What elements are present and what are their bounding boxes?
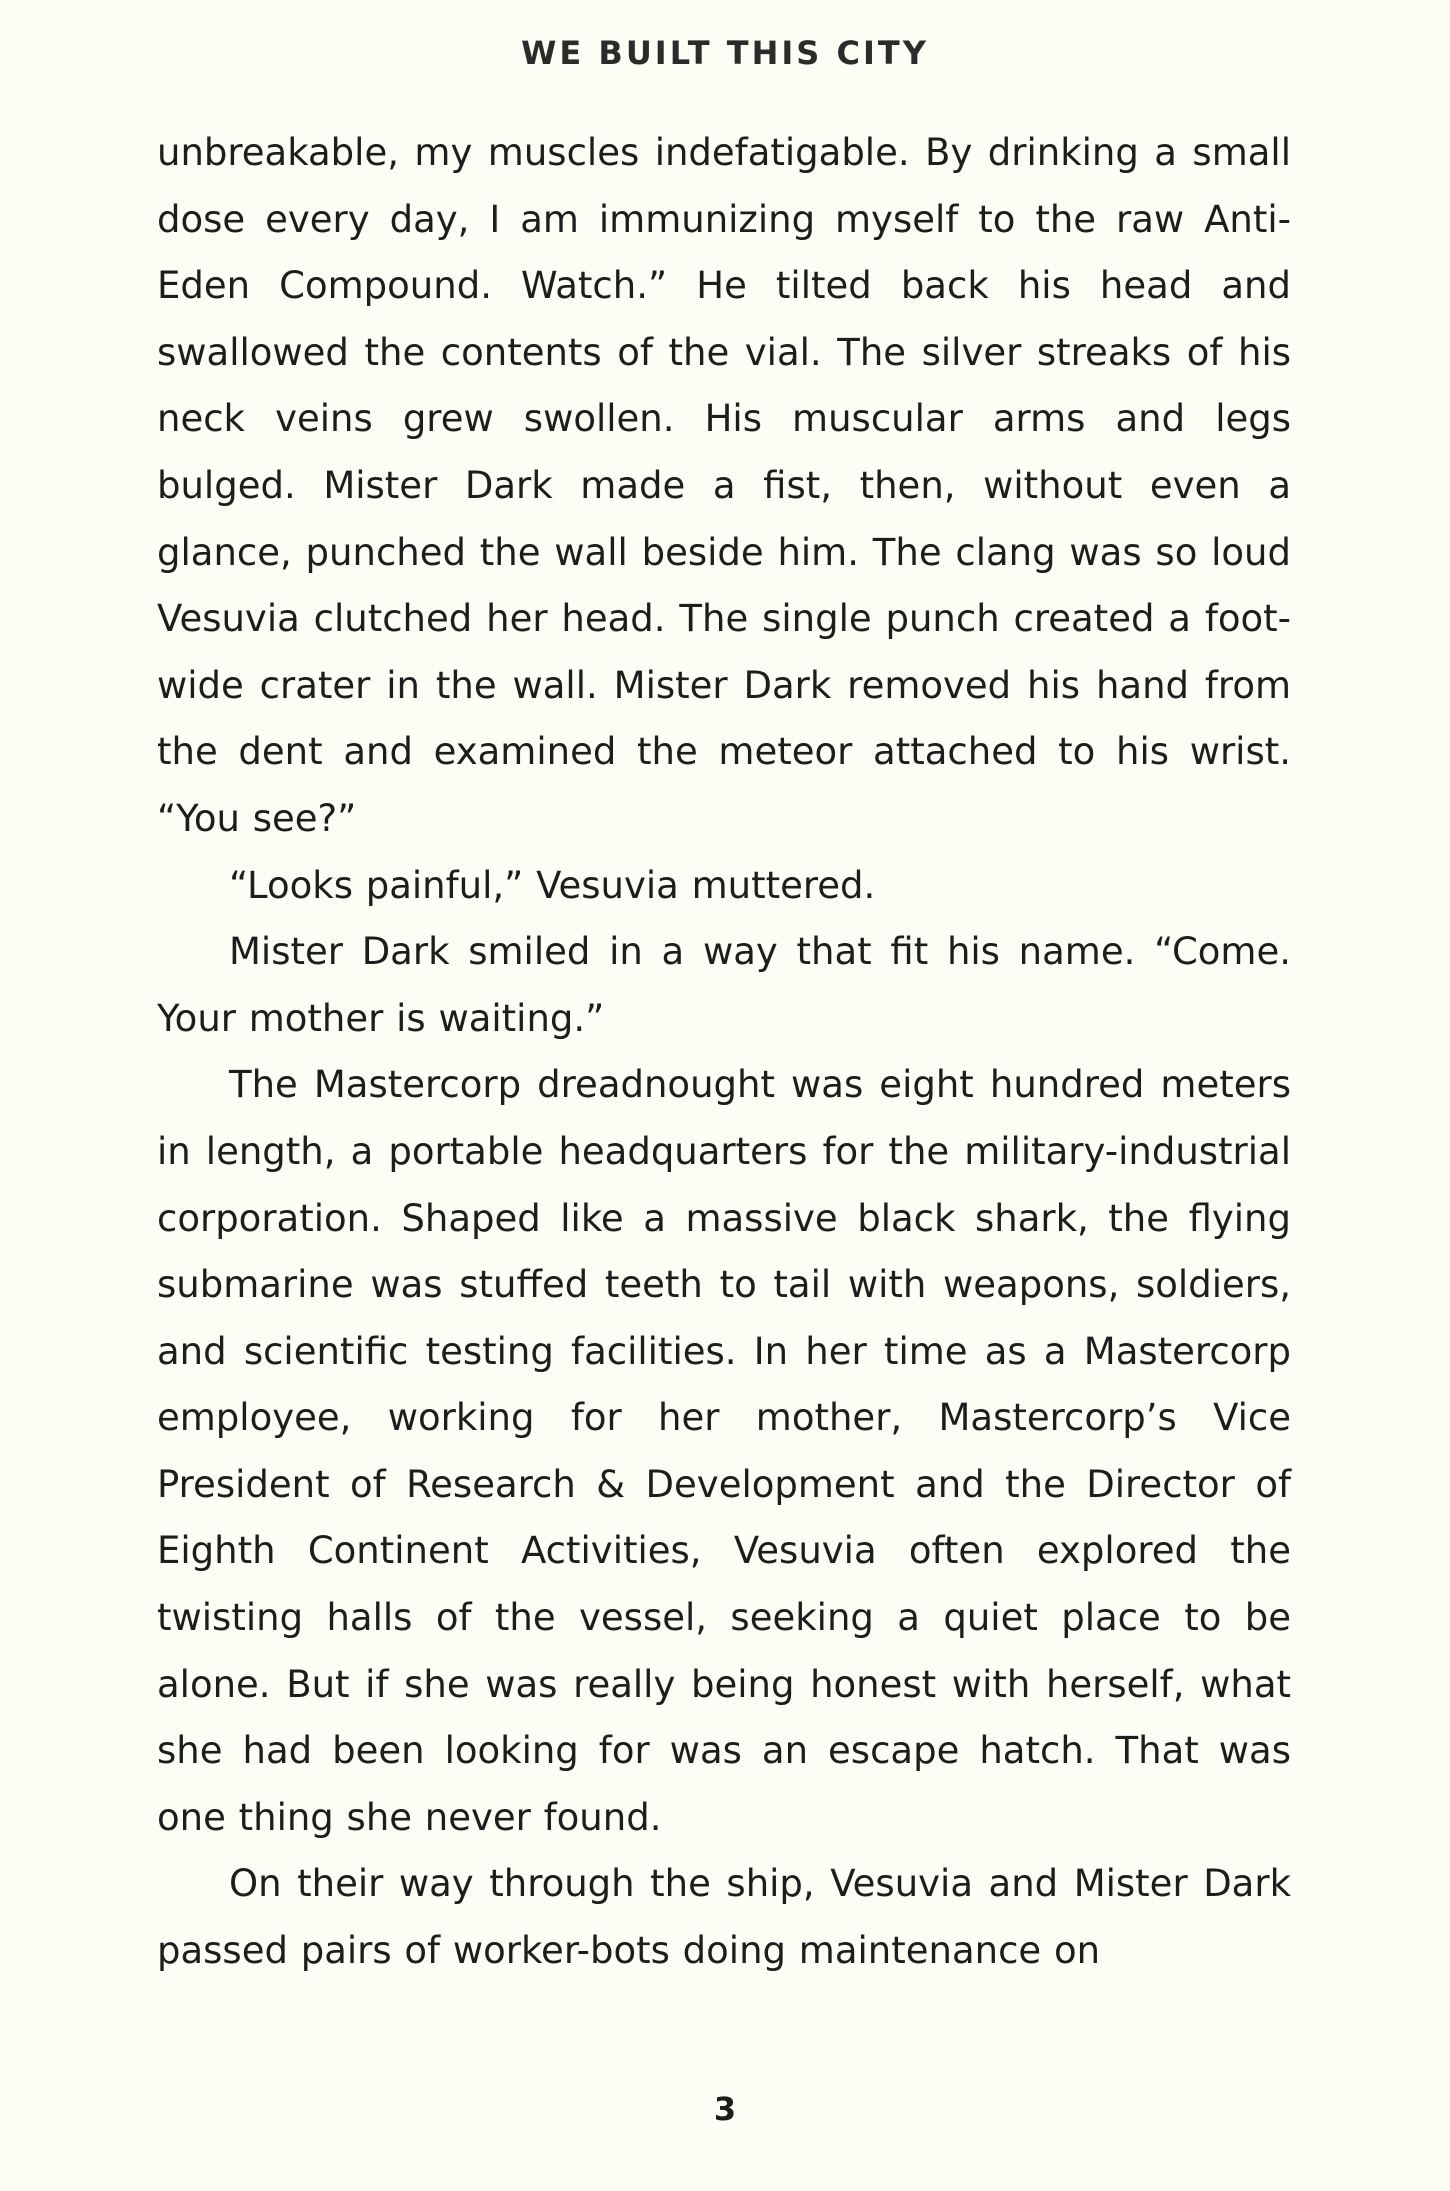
paragraph-looks-painful: “Looks painful,” Vesuvia muttered. <box>229 863 876 907</box>
paragraph-mister-dark-smiled: Mister Dark smiled in a way that fit his name. “Come. Your mother is waiting.” <box>157 930 1291 1040</box>
page-number: 3 <box>713 2090 737 2128</box>
paragraph-dreadnought: The Mastercorp dreadnought was eight hundred meters in length, a portable headquarters for the military-industrial corporation. Shaped like a massive black shark, the flying submarine was stuffed teeth to tail with weapons, soldiers, and scientific testing facilities. In her time as a Mastercorp employee, working for her mother, Mastercorp’s Vice President of Research & Development and the Director of Eighth Continent Activities, Vesuvia often explored the twisting halls of the vessel, seeking a quiet place to be alone. But if she was really being honest with herself, what she had been looking for was an escape hatch. That was one thing she never found. <box>157 1063 1291 1839</box>
body-text <box>157 120 1291 1985</box>
running-head: WE BUILT THIS CITY <box>521 34 929 72</box>
paragraph-on-their-way: On their way through the ship, Vesuvia and Mister Dark passed pairs of worker-bots doing maintenance on <box>157 1862 1291 1973</box>
paragraph-continued: unbreakable, my muscles indefatigable. By drinking a small dose every day, I am immunizing myself to the raw Anti-Eden Compound. Watch.” He tilted back his head and swallowed the contents of the vial. The silver streaks of his neck veins grew swollen. His muscular arms and legs bulged. Mister Dark made a fist, then, without even a glance, punched the wall beside him. The clang was so loud Vesuvia clutched her head. The single punch created a foot-wide crater in the wall. Mister Dark removed his hand from the dent and examined the meteor attached to his wrist. “You see?” <box>157 131 1291 840</box>
